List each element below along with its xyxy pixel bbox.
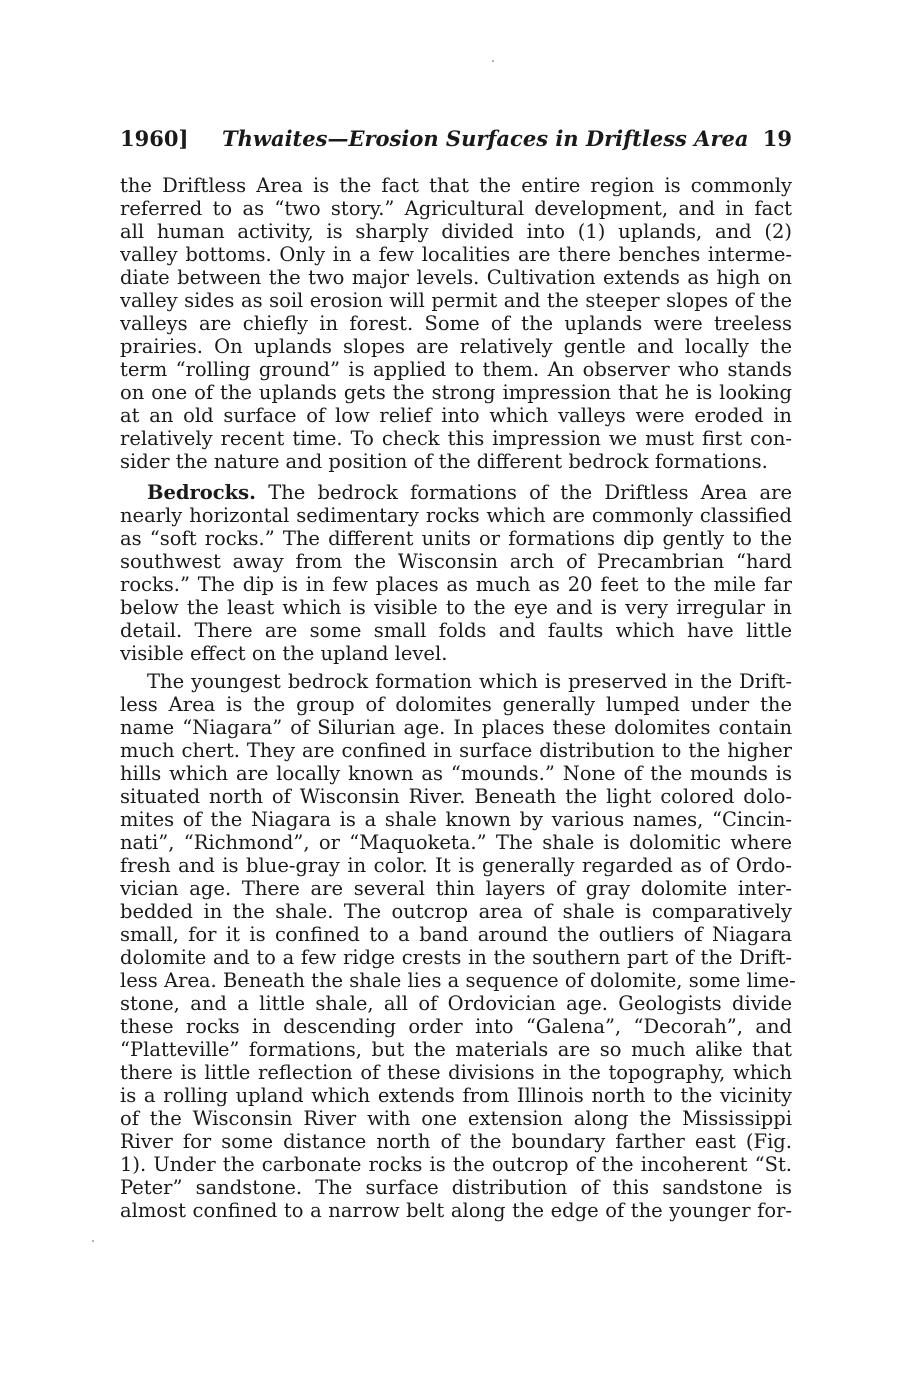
text-line: all human activity, is sharply divided into (1) uplands, and (2) xyxy=(120,220,792,243)
section-heading-bedrocks: Bedrocks. xyxy=(147,481,256,504)
text-line: these rocks in descending order into “Galena”, “Decorah”, and xyxy=(120,1015,792,1038)
text-line: hills which are locally known as “mounds.” None of the mounds is xyxy=(120,762,792,785)
text-run: The bedrock formations of the Driftless Area are xyxy=(255,481,792,504)
text-line: below the least which is visible to the eye and is very irregular in xyxy=(120,596,792,619)
text-line: Peter” sandstone. The surface distribution of this sandstone is xyxy=(120,1176,792,1199)
text-line: visible effect on the upland level. xyxy=(120,642,448,665)
text-line: nearly horizontal sedimentary rocks which are commonly classified xyxy=(120,504,792,527)
text-line: relatively recent time. To check this impression we must first con- xyxy=(120,427,792,450)
text-line: diate between the two major levels. Cultivation extends as high on xyxy=(120,266,792,289)
text-line: situated north of Wisconsin River. Beneath the light colored dolo- xyxy=(120,785,792,808)
text-line: nati”, “Richmond”, or “Maquoketa.” The shale is dolomitic where xyxy=(120,831,792,854)
text-line: vician age. There are several thin layers of gray dolomite inter- xyxy=(120,877,792,900)
running-head-title: Thwaites—Erosion Surfaces in Driftless Area xyxy=(222,126,749,151)
text-line: term “rolling ground” is applied to them. An observer who stands xyxy=(120,358,792,381)
text-line: River for some distance north of the boundary farther east (Fig. xyxy=(120,1130,792,1153)
text-line: The youngest bedrock formation which is preserved in the Drift- xyxy=(147,670,792,693)
text-line: less Area. Beneath the shale lies a sequence of dolomite, some lime- xyxy=(120,969,796,992)
text-line: dolomite and to a few ridge crests in the southern part of the Drift- xyxy=(120,946,792,969)
text-line: almost confined to a narrow belt along the edge of the younger for- xyxy=(120,1199,792,1222)
text-line: detail. There are some small folds and faults which have little xyxy=(120,619,792,642)
text-line: as “soft rocks.” The different units or formations dip gently to the xyxy=(120,527,792,550)
text-line: stone, and a little shale, all of Ordovician age. Geologists divide xyxy=(120,992,792,1015)
text-line: is a rolling upland which extends from Illinois north to the vicinity xyxy=(120,1084,792,1107)
text-line: rocks.” The dip is in few places as much as 20 feet to the mile far xyxy=(120,573,792,596)
text-line: there is little reflection of these divisions in the topography, which xyxy=(120,1061,792,1084)
text-line: much chert. They are confined in surface distribution to the higher xyxy=(120,739,792,762)
text-line: sider the nature and position of the different bedrock formations. xyxy=(120,450,768,473)
text-line: less Area is the group of dolomites generally lumped under the xyxy=(120,693,792,716)
text-line: the Driftless Area is the fact that the entire region is commonly xyxy=(120,174,792,197)
text-line: 1). Under the carbonate rocks is the outcrop of the incoherent “St. xyxy=(120,1153,792,1176)
text-line: at an old surface of low relief into which valleys were eroded in xyxy=(120,404,792,427)
text-line: bedded in the shale. The outcrop area of shale is comparatively xyxy=(120,900,792,923)
running-head-year: 1960] xyxy=(120,126,189,151)
paper-speck xyxy=(92,1240,94,1242)
text-line xyxy=(147,481,792,504)
text-line: small, for it is confined to a band around the outliers of Niagara xyxy=(120,923,792,946)
text-line: referred to as “two story.” Agricultural development, and in fact xyxy=(120,197,792,220)
text-line: valleys are chiefly in forest. Some of the uplands were treeless xyxy=(120,312,792,335)
text-line: valley sides as soil erosion will permit and the steeper slopes of the xyxy=(120,289,792,312)
text-line: southwest away from the Wisconsin arch of Precambrian “hard xyxy=(120,550,792,573)
text-line: mites of the Niagara is a shale known by various names, “Cincin- xyxy=(120,808,792,831)
text-line: “Platteville” formations, but the materials are so much alike that xyxy=(120,1038,792,1061)
text-line: prairies. On uplands slopes are relatively gentle and locally the xyxy=(120,335,792,358)
text-line: on one of the uplands gets the strong impression that he is looking xyxy=(120,381,792,404)
running-head xyxy=(120,123,792,155)
text-line: valley bottoms. Only in a few localities are there benches interme- xyxy=(120,243,792,266)
text-line: of the Wisconsin River with one extension along the Mississippi xyxy=(120,1107,792,1130)
page-number: 19 xyxy=(762,126,792,151)
paper-speck xyxy=(492,60,494,62)
text-line: name “Niagara” of Silurian age. In places these dolomites contain xyxy=(120,716,792,739)
text-line: fresh and is blue-gray in color. It is generally regarded as of Ordo- xyxy=(120,854,792,877)
